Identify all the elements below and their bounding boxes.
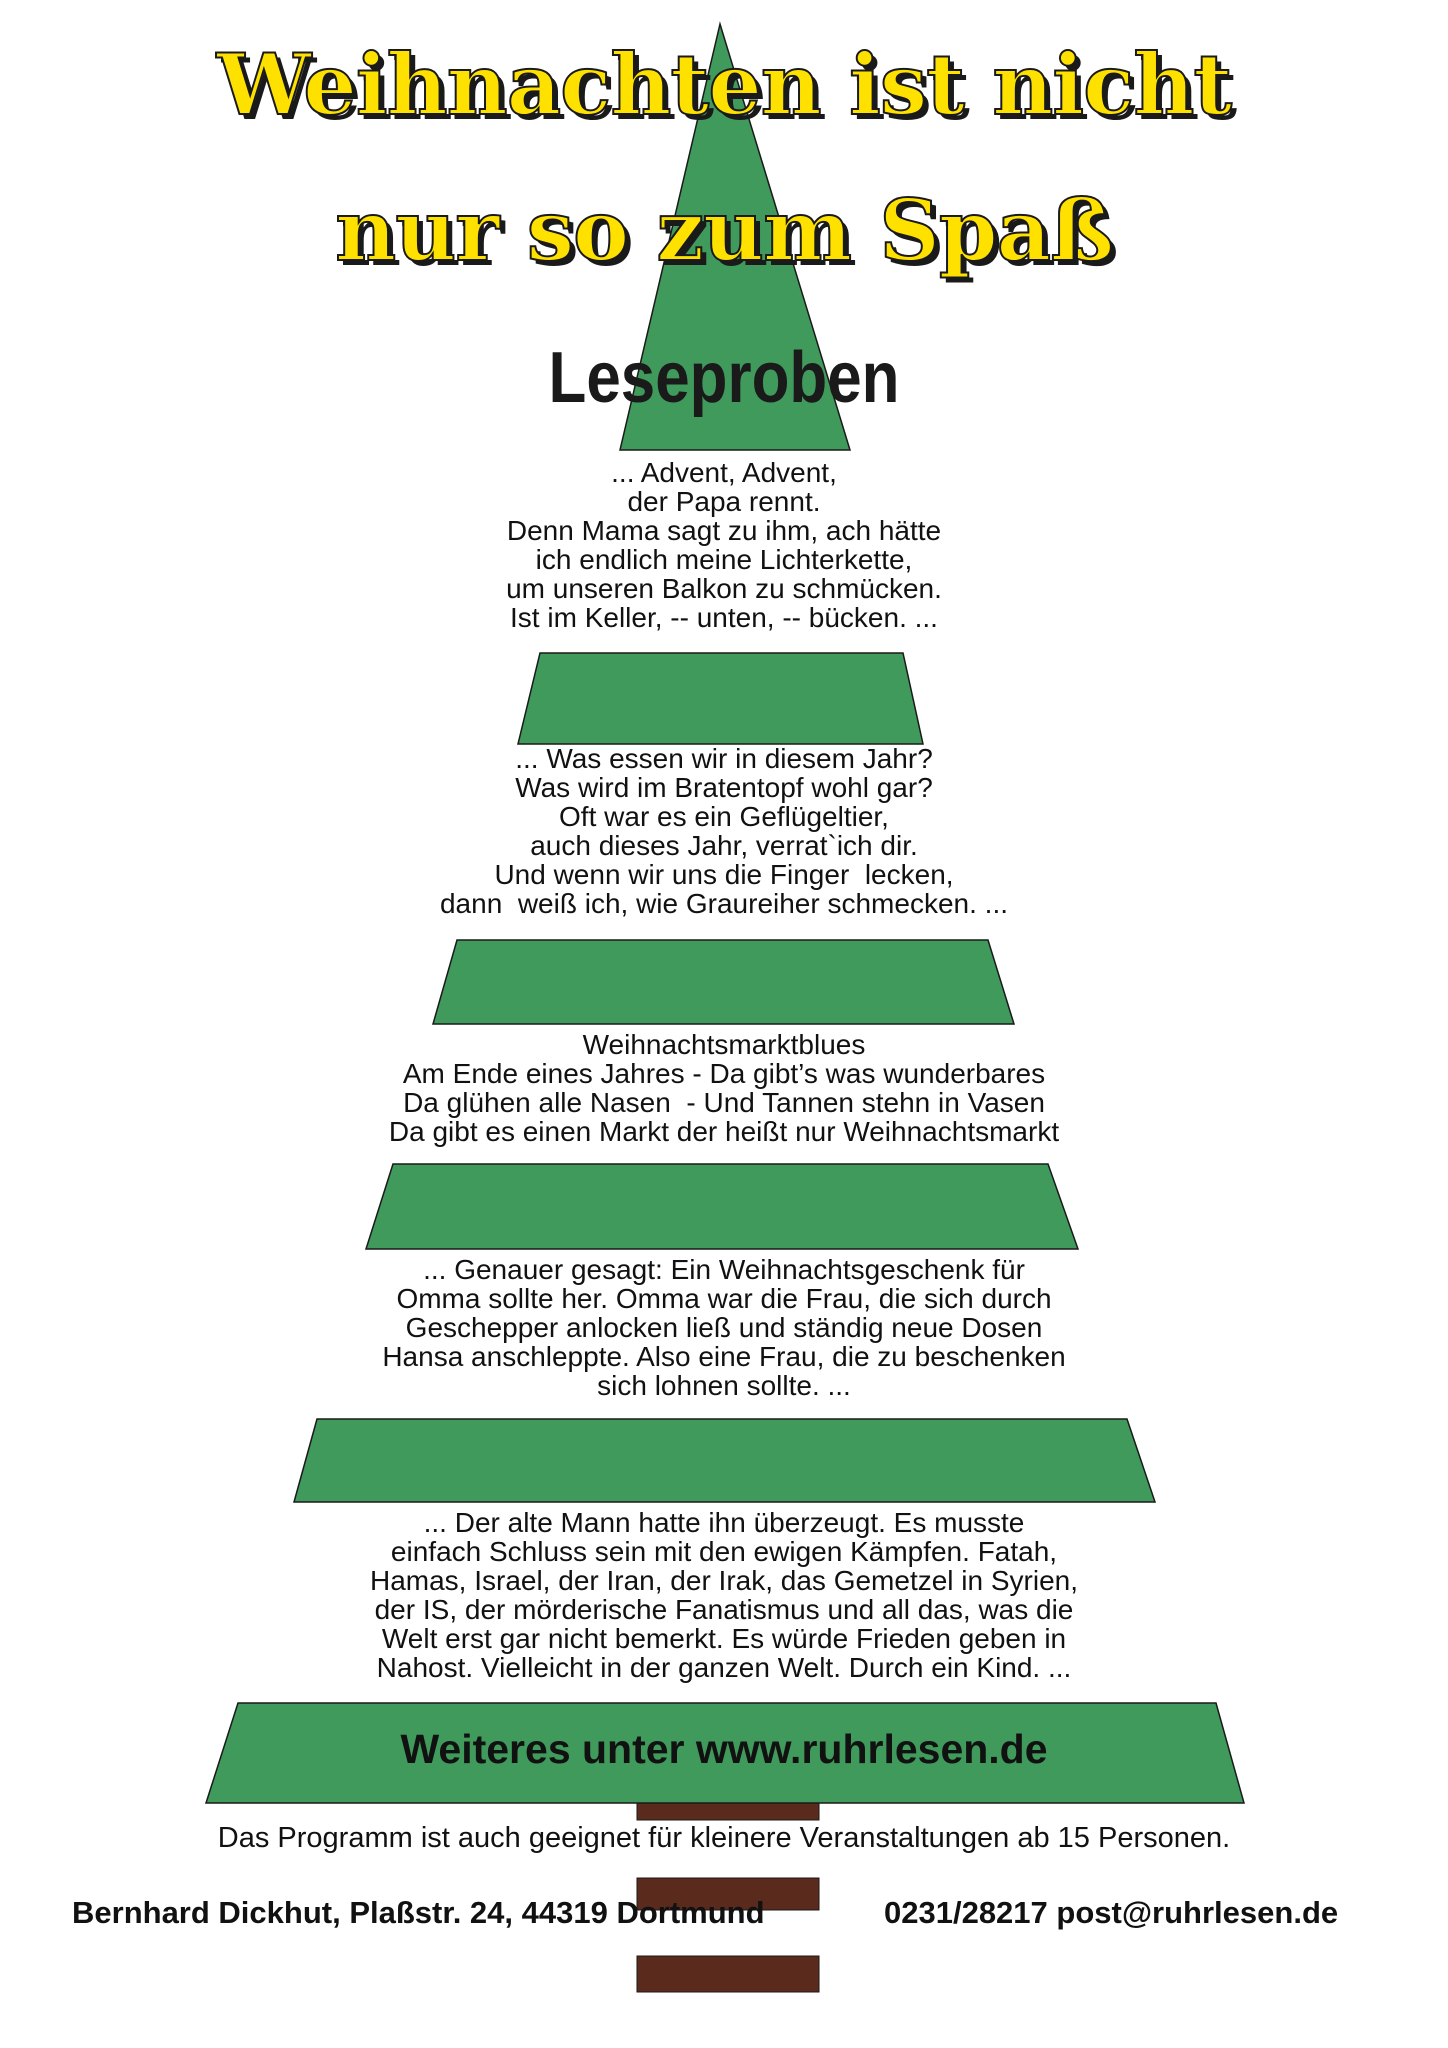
excerpt-omma: ... Genauer gesagt: Ein Weihnachtsgeschenk für Omma sollte her. Omma war die Frau, die sich durch Geschepper anlocken ließ und ständig neue Dosen Hansa anschleppte. Also eine Frau, die zu beschenken sich lohnen sollte. ... <box>382 1254 1066 1401</box>
poster-title-line-1: Weihnachten ist nicht <box>216 35 1232 134</box>
tree-tier <box>518 653 923 744</box>
excerpt-bratentopf: ... Was essen wir in diesem Jahr? Was wird im Bratentopf wohl gar? Oft war es ein Geflügeltier, auch dieses Jahr, verrat`ich dir. Und wenn wir uns die Finger lecken, dann weiß ich, wie Graureiher schmecken. ... <box>439 743 1008 919</box>
website-callout: Weiteres unter www.ruhrlesen.de <box>400 1726 1048 1772</box>
tree-tier <box>294 1419 1155 1502</box>
contact-address: Bernhard Dickhut, Plaßstr. 24, 44319 Dortmund <box>72 1895 765 1930</box>
tree-tier <box>433 940 1014 1024</box>
contact-phone-email: 0231/28217 post@ruhrlesen.de <box>884 1895 1339 1930</box>
program-note: Das Programm ist auch geeignet für kleinere Veranstaltungen ab 15 Personen. <box>217 1822 1231 1854</box>
excerpt-alter-mann: ... Der alte Mann hatte ihn überzeugt. Es musste einfach Schluss sein mit den ewigen Kämpfen. Fatah, Hamas, Israel, der Iran, der Irak, das Gemetzel in Syrien, der IS, der mörderische Fanatismus und all das, was die Welt erst gar nicht bemerkt. Es würde Frieden geben in Nahost. Vielleicht in der ganzen Welt. Durch ein Kind. ... <box>369 1507 1079 1683</box>
excerpt-weihnachtsmarktblues: Weihnachtsmarktblues Am Ende eines Jahres - Da gibt’s was wunderbares Da glühen alle Nasen - Und Tannen stehn in Vasen Da gibt es einen Markt der heißt nur Weihnachtsmarkt <box>388 1029 1060 1147</box>
excerpt-advent: ... Advent, Advent, der Papa rennt. Denn Mama sagt zu ihm, ach hätte ich endlich meine Lichterkette, um unseren Balkon zu schmücken. Ist im Keller, -- unten, -- bücken. ... <box>506 457 942 633</box>
tree-tier <box>366 1164 1078 1249</box>
subtitle-leseproben: Leseproben <box>548 338 900 418</box>
poster-title-line-2: nur so zum Spaß <box>335 181 1113 280</box>
tree-trunk <box>637 1956 819 1992</box>
